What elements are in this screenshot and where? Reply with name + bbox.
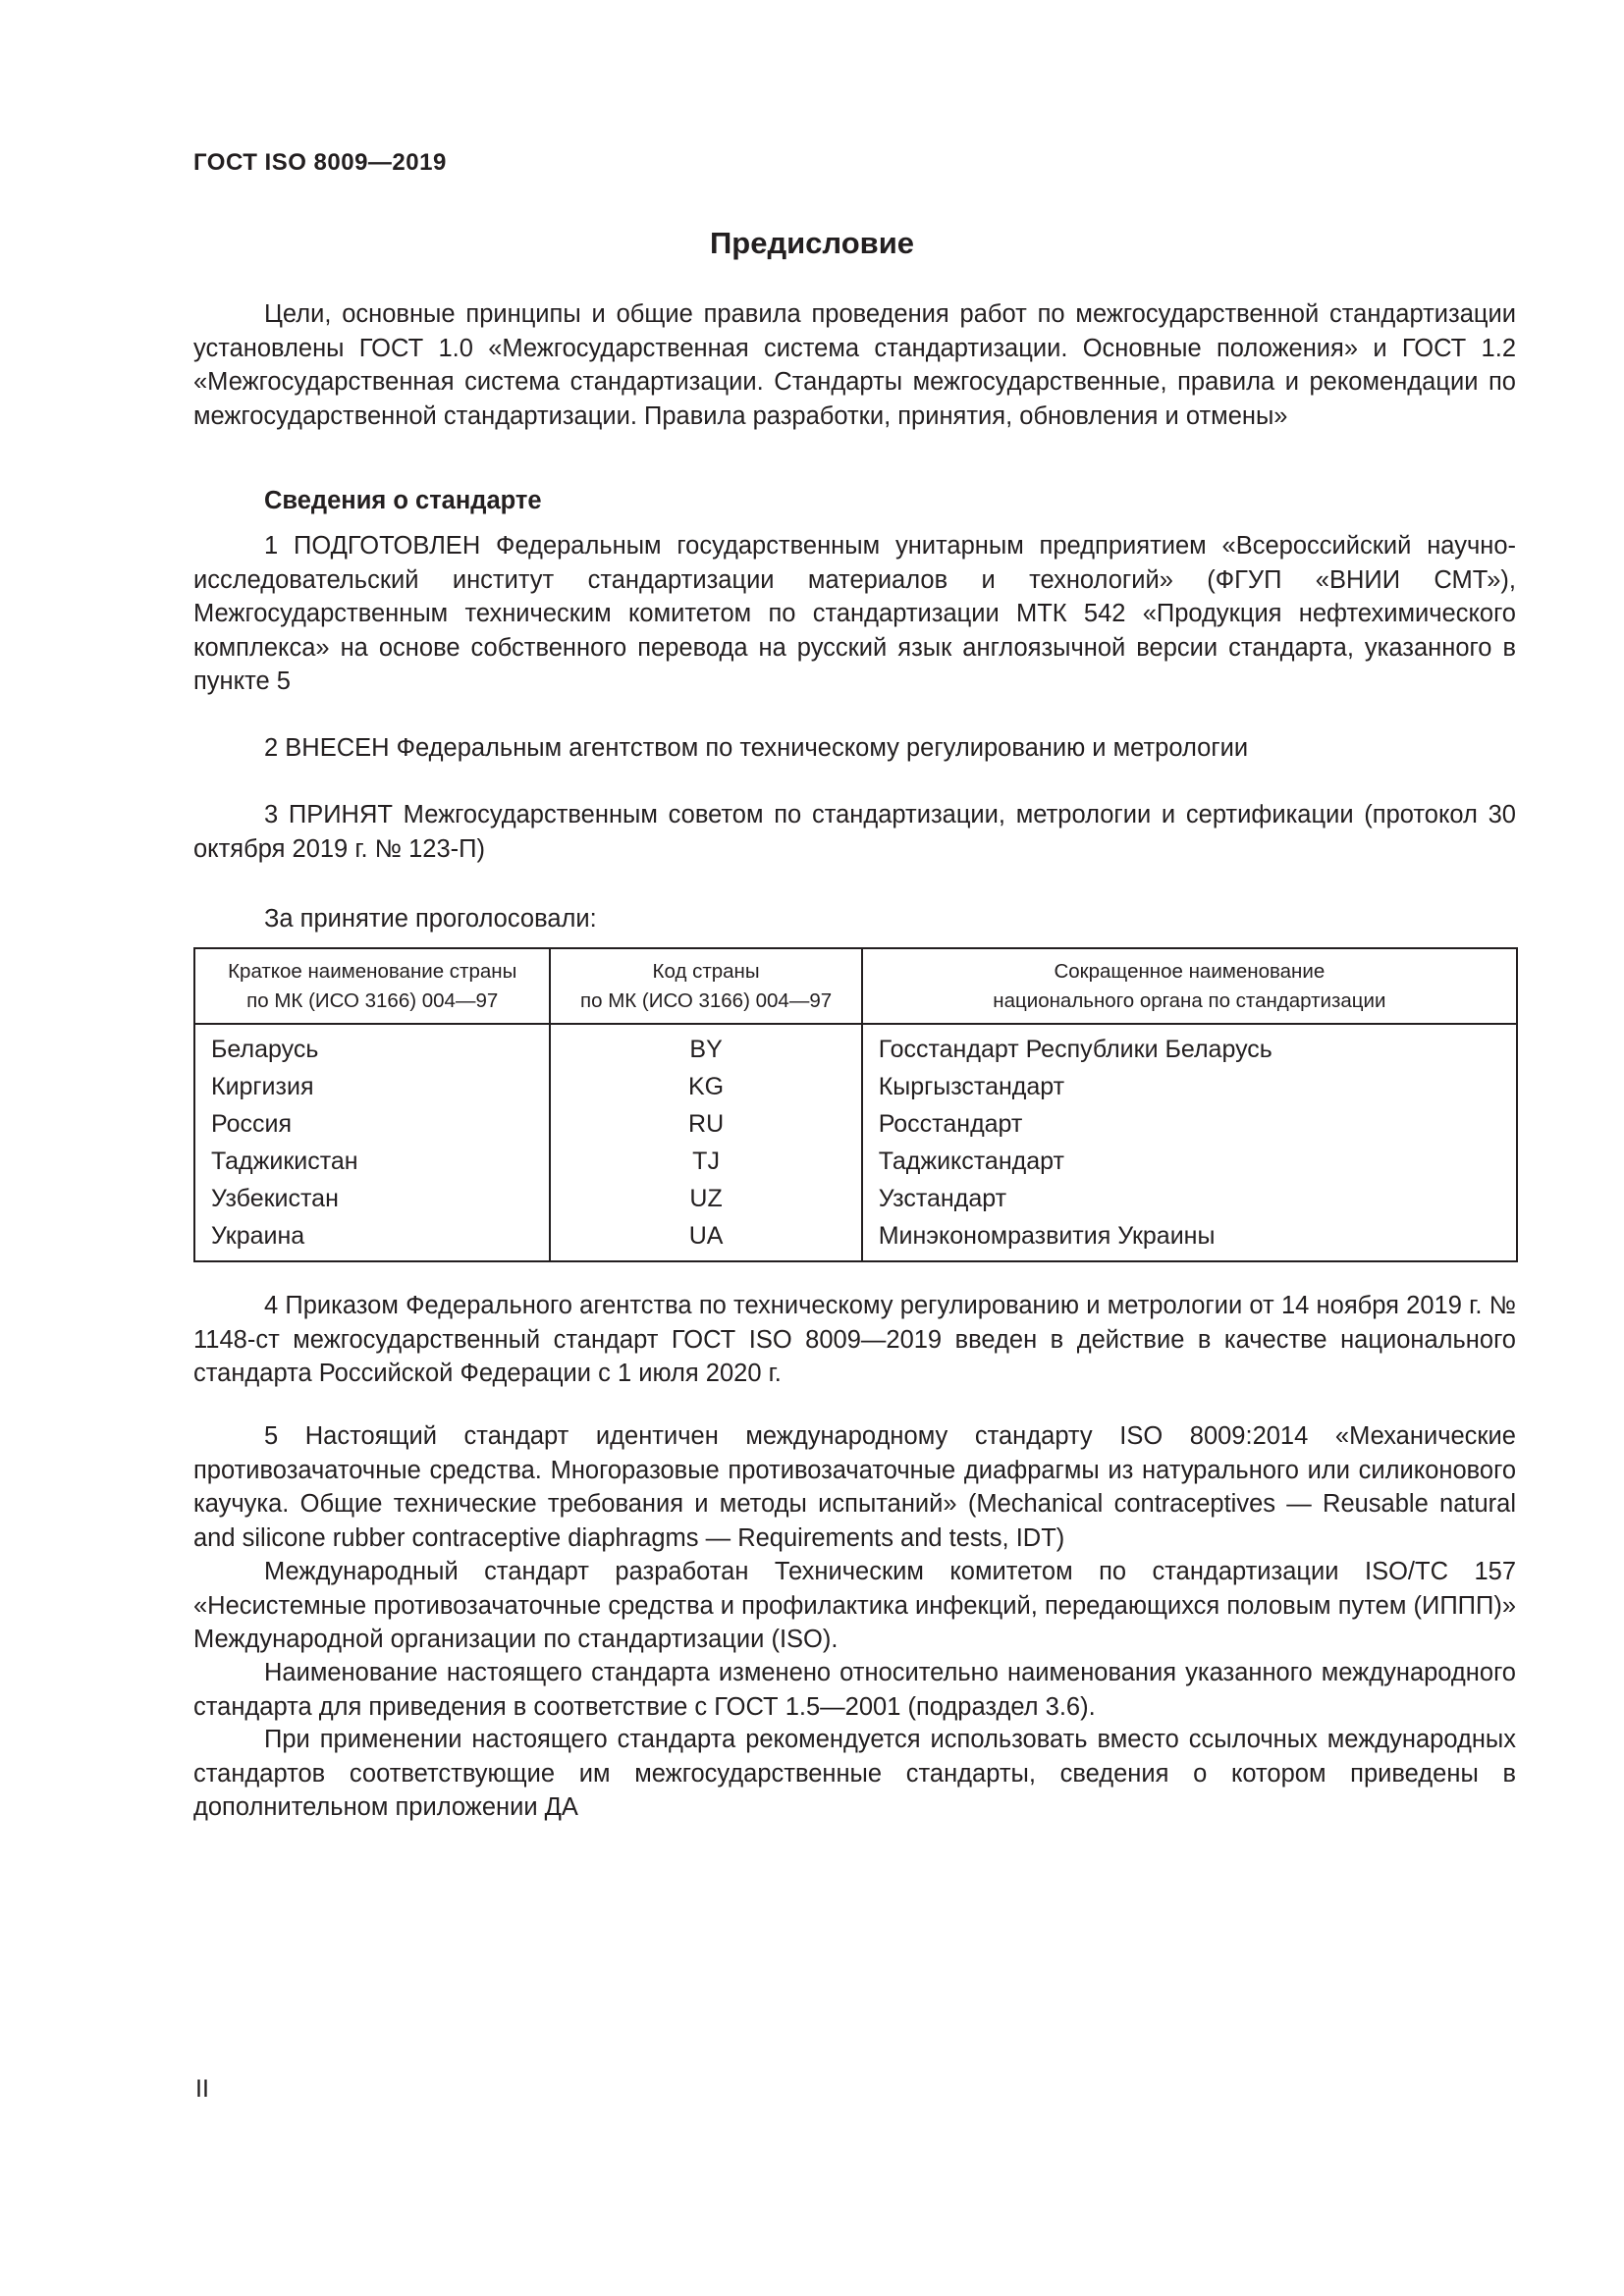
cell-country: Украина [194, 1217, 550, 1261]
cell-code: RU [550, 1105, 861, 1143]
table-row [194, 1105, 1517, 1143]
header-country-line2: по МК (ИСО 3166) 004—97 [246, 988, 499, 1012]
cell-code: UZ [550, 1180, 861, 1217]
cell-code: UA [550, 1217, 861, 1261]
voting-table [193, 947, 1518, 1262]
cell-code: TJ [550, 1143, 861, 1180]
item-1-prepared: 1 ПОДГОТОВЛЕН Федеральным государственным унитарным предприятием «Всероссийский научно-исследовательский институт стандартизации материалов и технологий» (ФГУП «ВНИИ СМТ»), Межгосударственным техническим комитетом по стандартизации МТК 542 «Продукция нефтехимического комплекса» на основе собственного перевода на русский язык англоязычной версии стандарта, указанного в пункте 5 [193, 532, 1516, 695]
cell-country: Россия [194, 1105, 550, 1143]
table-row [194, 1024, 1517, 1068]
header-country-line1: Краткое наименование страны [228, 959, 517, 983]
header-body-line1: Сокращенное наименование [1054, 959, 1326, 983]
cell-code: KG [550, 1068, 861, 1105]
cell-body: Госстандарт Республики Беларусь [862, 1024, 1517, 1068]
voted-label: За принятие проголосовали: [264, 905, 597, 933]
cell-body: Кыргызстандарт [862, 1068, 1517, 1105]
page-title: Предисловие [709, 226, 914, 260]
table-row [194, 1217, 1517, 1261]
document-code: ГОСТ ISO 8009—2019 [193, 149, 447, 176]
header-code-line1: Код страны [652, 959, 760, 983]
table-row [194, 1180, 1517, 1217]
header-body-line2: национального органа по стандартизации [993, 988, 1386, 1012]
item-3-adopted: 3 ПРИНЯТ Межгосударственным советом по стандартизации, метрологии и сертификации (протокол 30 октября 2019 г. № 123-П) [193, 801, 1516, 863]
header-code [550, 948, 861, 1024]
header-body [862, 948, 1517, 1024]
item-5-identical: 5 Настоящий стандарт идентичен международному стандарту ISO 8009:2014 «Механические противозачаточные средства. Многоразовые противозачаточные диафрагмы из натурального или силиконового каучука. Общие технические требования и методы испытаний» (Mechanical contraceptives — Reusable natural and silicone rubber contraceptive diaphragms — Requirements and tests, IDT) [193, 1422, 1516, 1552]
info-heading: Сведения о стандарте [264, 487, 542, 514]
item-2-introduced: 2 ВНЕСЕН Федеральным агентством по техническому регулированию и метрологии [264, 734, 1249, 762]
cell-body: Таджикстандарт [862, 1143, 1517, 1180]
cell-code: BY [550, 1024, 861, 1068]
developed-paragraph: Международный стандарт разработан Техническим комитетом по стандартизации ISO/TC 157 «Несистемные противозачаточные средства и профилактика инфекций, передающихся половым путем (ИППП)» Международной организации по стандартизации (ISO). [193, 1558, 1516, 1653]
header-code-line2: по МК (ИСО 3166) 004—97 [580, 988, 833, 1012]
cell-country: Узбекистан [194, 1180, 550, 1217]
item-4-order: 4 Приказом Федерального агентства по техническому регулированию и метрологии от 14 ноября 2019 г. № 1148-ст межгосударственный стандарт ГОСТ ISO 8009—2019 введен в действие в качестве национального стандарта Российской Федерации с 1 июля 2020 г. [193, 1292, 1516, 1387]
cell-country: Беларусь [194, 1024, 550, 1068]
table-header-row [194, 948, 1517, 1024]
cell-body: Минэкономразвития Украины [862, 1217, 1517, 1261]
table-row [194, 1143, 1517, 1180]
cell-body: Узстандарт [862, 1180, 1517, 1217]
references-paragraph: При применении настоящего стандарта рекомендуется использовать вместо ссылочных международных стандартов соответствующие им межгосударственные стандарты, сведения о котором приведены в дополнительном приложении ДА [193, 1726, 1516, 1821]
header-country [194, 948, 550, 1024]
cell-country: Таджикистан [194, 1143, 550, 1180]
renamed-paragraph: Наименование настоящего стандарта изменено относительно наименования указанного международного стандарта для приведения в соответствие с ГОСТ 1.5—2001 (подраздел 3.6). [193, 1659, 1516, 1721]
table-row [194, 1068, 1517, 1105]
cell-country: Киргизия [194, 1068, 550, 1105]
intro-paragraph: Цели, основные принципы и общие правила проведения работ по межгосударственной стандартизации установлены ГОСТ 1.0 «Межгосударственная система стандартизации. Основные положения» и ГОСТ 1.2 «Межгосударственная система стандартизации. Стандарты межгосударственные, правила и рекомендации по межгосударственной стандартизации. Правила разработки, принятия, обновления и отмены» [193, 300, 1516, 430]
cell-body: Росстандарт [862, 1105, 1517, 1143]
page-number: II [195, 2075, 209, 2103]
